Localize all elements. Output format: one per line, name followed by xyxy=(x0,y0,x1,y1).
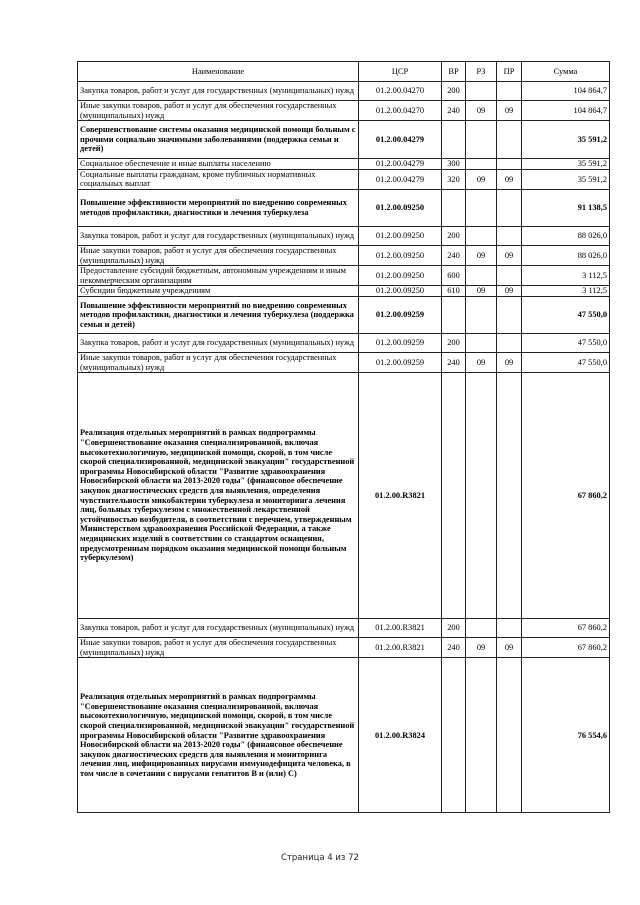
cell-name: Социальное обеспечение и иные выплаты населению xyxy=(78,159,359,170)
cell-csr: 01.2.00.09250 xyxy=(359,245,442,265)
table-row xyxy=(78,373,610,619)
cell-pr: 09 xyxy=(497,169,522,189)
cell-rz xyxy=(466,296,497,333)
cell-sum: 47 550,0 xyxy=(522,296,610,333)
cell-name: Иные закупки товаров, работ и услуг для обеспечения государственных (муниципальных) нужд xyxy=(78,638,359,658)
cell-pr xyxy=(497,266,522,286)
cell-pr xyxy=(497,658,522,813)
cell-csr: 01.2.00.04270 xyxy=(359,101,442,121)
cell-rz: 09 xyxy=(466,286,497,297)
cell-name: Закупка товаров, работ и услуг для государственных (муниципальных) нужд xyxy=(78,619,359,638)
cell-rz xyxy=(466,373,497,619)
table-row xyxy=(78,658,610,813)
cell-pr xyxy=(497,373,522,619)
cell-vr: 300 xyxy=(442,159,466,170)
cell-vr: 200 xyxy=(442,619,466,638)
cell-rz: 09 xyxy=(466,101,497,121)
cell-csr: 01.2.00.09250 xyxy=(359,266,442,286)
table-row xyxy=(78,169,610,189)
cell-csr: 01.2.00.04279 xyxy=(359,121,442,159)
cell-pr xyxy=(497,82,522,101)
cell-pr: 09 xyxy=(497,101,522,121)
cell-rz xyxy=(466,619,497,638)
cell-pr xyxy=(497,159,522,170)
cell-csr: 01.2.00.R3821 xyxy=(359,638,442,658)
cell-pr xyxy=(497,189,522,226)
cell-vr: 240 xyxy=(442,638,466,658)
cell-pr: 09 xyxy=(497,245,522,265)
cell-csr: 01.2.00.09250 xyxy=(359,226,442,245)
table-row xyxy=(78,189,610,226)
table-row xyxy=(78,121,610,159)
cell-name: Закупка товаров, работ и услуг для государственных (муниципальных) нужд xyxy=(78,82,359,101)
cell-rz: 09 xyxy=(466,169,497,189)
cell-sum: 104 864,7 xyxy=(522,101,610,121)
cell-name: Повышение эффективности мероприятий по внедрению современных методов профилактики, диагностики и лечения туберкулеза (поддержка семьи и детей) xyxy=(78,296,359,333)
cell-vr: 320 xyxy=(442,169,466,189)
cell-sum: 35 591,2 xyxy=(522,169,610,189)
cell-sum: 47 550,0 xyxy=(522,352,610,372)
table-row xyxy=(78,245,610,265)
table-header-row xyxy=(78,62,610,82)
cell-sum: 104 864,7 xyxy=(522,82,610,101)
table-row xyxy=(78,266,610,286)
cell-sum: 47 550,0 xyxy=(522,333,610,352)
cell-vr: 200 xyxy=(442,226,466,245)
cell-sum: 3 112,5 xyxy=(522,266,610,286)
cell-csr: 01.2.00.09250 xyxy=(359,189,442,226)
cell-rz xyxy=(466,189,497,226)
table-row xyxy=(78,296,610,333)
cell-csr: 01.2.00.R3821 xyxy=(359,373,442,619)
cell-name: Повышение эффективности мероприятий по внедрению современных методов профилактики, диагностики и лечения туберкулеза xyxy=(78,189,359,226)
header-sum: Сумма xyxy=(522,62,610,82)
cell-rz xyxy=(466,159,497,170)
cell-name: Закупка товаров, работ и услуг для государственных (муниципальных) нужд xyxy=(78,226,359,245)
cell-rz xyxy=(466,121,497,159)
cell-pr xyxy=(497,121,522,159)
table-row xyxy=(78,352,610,372)
cell-rz: 09 xyxy=(466,352,497,372)
page-number: Страница 4 из 72 xyxy=(281,853,359,863)
cell-name: Реализация отдельных мероприятий в рамках подпрограммы "Совершенствование оказания специализированной, включая высокотехнологичную, медицинской помощи, скорой, в том числе скорой специализированной, медицинской эвакуации" государственной программы Новосибирской области "Развитие здравоохранения Новосибирской области на 2013-2020 годы" (финансовое обеспечение закупок диагностических средств для выявления, определения чувствительности микобактерии туберкулеза и мониторинга лечения лиц, больных туберкулезом с множественной лекарственной устойчивостью возбудителя, в соответствии с перечнем, утвержденным Министерством здравоохранения Российской Федерации, а также медицинских изделий в соответствии со стандартом оснащения, предусмотренным порядком оказания медицинской помощи больным туберкулезом) xyxy=(78,373,359,619)
cell-name: Предоставление субсидий бюджетным, автономным учреждениям и иным некоммерческим организациям xyxy=(78,266,359,286)
cell-name: Иные закупки товаров, работ и услуг для обеспечения государственных (муниципальных) нужд xyxy=(78,352,359,372)
header-csr: ЦСР xyxy=(359,62,442,82)
cell-vr xyxy=(442,373,466,619)
cell-vr: 200 xyxy=(442,333,466,352)
cell-csr: 01.2.00.09259 xyxy=(359,352,442,372)
cell-rz xyxy=(466,266,497,286)
cell-csr: 01.2.00.R3821 xyxy=(359,619,442,638)
cell-name: Иные закупки товаров, работ и услуг для обеспечения государственных (муниципальных) нужд xyxy=(78,101,359,121)
header-rz: РЗ xyxy=(466,62,497,82)
cell-vr: 240 xyxy=(442,101,466,121)
cell-rz xyxy=(466,333,497,352)
cell-csr: 01.2.00.09259 xyxy=(359,296,442,333)
table-row xyxy=(78,226,610,245)
cell-rz xyxy=(466,82,497,101)
header-vr: ВР xyxy=(442,62,466,82)
cell-vr: 240 xyxy=(442,245,466,265)
cell-vr xyxy=(442,296,466,333)
table-row xyxy=(78,619,610,638)
cell-vr xyxy=(442,121,466,159)
cell-sum: 3 112,5 xyxy=(522,286,610,297)
cell-pr xyxy=(497,619,522,638)
cell-pr xyxy=(497,226,522,245)
cell-rz xyxy=(466,226,497,245)
cell-sum: 76 554,6 xyxy=(522,658,610,813)
cell-name: Субсидии бюджетным учреждениям xyxy=(78,286,359,297)
cell-rz: 09 xyxy=(466,245,497,265)
cell-sum: 88 026,0 xyxy=(522,226,610,245)
cell-rz: 09 xyxy=(466,638,497,658)
cell-csr: 01.2.00.04279 xyxy=(359,169,442,189)
cell-pr xyxy=(497,333,522,352)
cell-rz xyxy=(466,658,497,813)
cell-vr xyxy=(442,189,466,226)
cell-sum: 67 860,2 xyxy=(522,638,610,658)
table-row xyxy=(78,638,610,658)
cell-name: Закупка товаров, работ и услуг для государственных (муниципальных) нужд xyxy=(78,333,359,352)
cell-vr: 610 xyxy=(442,286,466,297)
cell-pr xyxy=(497,296,522,333)
table-row xyxy=(78,333,610,352)
cell-name: Реализация отдельных мероприятий в рамках подпрограммы "Совершенствование оказания специализированной, включая высокотехнологичную, медицинской помощи, скорой, в том числе скорой специализированной, медицинской эвакуации" государственной программы Новосибирской области "Развитие здравоохранения Новосибирской области на 2013-2020 годы" (финансовое обеспечение закупок диагностических средств для выявления и мониторинга лечения лиц, инфицированных вирусами иммунодефицита человека, в том числе в сочетании с вирусами гепатитов В и (или) С) xyxy=(78,658,359,813)
table-body xyxy=(78,82,610,813)
table-row xyxy=(78,159,610,170)
cell-sum: 35 591,2 xyxy=(522,159,610,170)
cell-csr: 01.2.00.09259 xyxy=(359,333,442,352)
table-row xyxy=(78,286,610,297)
budget-table xyxy=(77,61,610,813)
cell-pr: 09 xyxy=(497,286,522,297)
table-row xyxy=(78,101,610,121)
cell-csr: 01.2.00.04279 xyxy=(359,159,442,170)
cell-csr: 01.2.00.04270 xyxy=(359,82,442,101)
cell-pr: 09 xyxy=(497,638,522,658)
cell-name: Социальные выплаты гражданам, кроме публичных нормативных социальных выплат xyxy=(78,169,359,189)
cell-vr xyxy=(442,658,466,813)
cell-sum: 35 591,2 xyxy=(522,121,610,159)
cell-sum: 67 860,2 xyxy=(522,619,610,638)
cell-sum: 67 860,2 xyxy=(522,373,610,619)
cell-vr: 240 xyxy=(442,352,466,372)
cell-pr: 09 xyxy=(497,352,522,372)
cell-sum: 88 026,0 xyxy=(522,245,610,265)
cell-csr: 01.2.00.09250 xyxy=(359,286,442,297)
header-name: Наименование xyxy=(78,62,359,82)
cell-csr: 01.2.00.R3824 xyxy=(359,658,442,813)
cell-name: Иные закупки товаров, работ и услуг для обеспечения государственных (муниципальных) нужд xyxy=(78,245,359,265)
cell-vr: 200 xyxy=(442,82,466,101)
cell-vr: 600 xyxy=(442,266,466,286)
table-row xyxy=(78,82,610,101)
cell-sum: 91 138,5 xyxy=(522,189,610,226)
cell-name: Совершенствование системы оказания медицинской помощи больным с прочими социально значимыми заболеваниями (поддержка семьи и детей) xyxy=(78,121,359,159)
header-pr: ПР xyxy=(497,62,522,82)
